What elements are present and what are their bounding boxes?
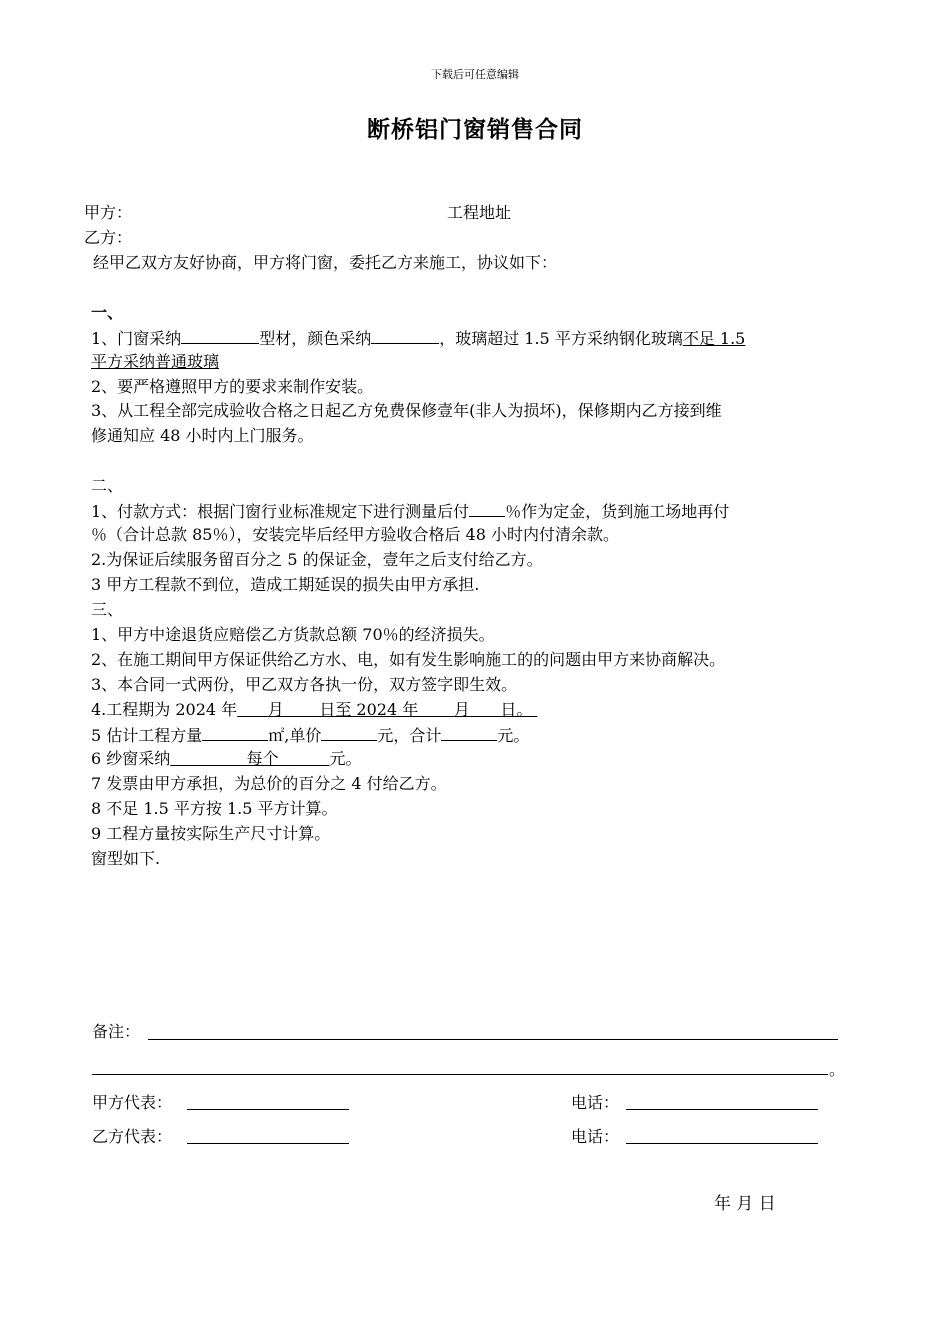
blank-deposit: [469, 500, 505, 517]
section-3-item-4: [91, 700, 537, 720]
section-3-item-5: [91, 724, 529, 746]
text: ㎡,单价: [268, 726, 322, 745]
rep-b-line[interactable]: [187, 1143, 349, 1144]
section-3-item-8: 8 不足 1.5 平方按 1.5 平方计算。: [91, 799, 338, 818]
text: 5 估计工程方量: [91, 726, 203, 745]
header-note: 下载后可任意编辑: [431, 68, 519, 81]
section-1-item-1-cont: 平方采纳普通玻璃: [91, 352, 220, 371]
text: 6 纱窗采纳: [91, 749, 171, 768]
remarks-label: 备注：: [92, 1022, 141, 1041]
section-1-item-3-cont: 修通知应 48 小时内上门服务。: [91, 426, 314, 445]
blank-unit-price: [321, 724, 377, 741]
text: 1、付款方式：根据门窗行业标准规定下进行测量后付: [91, 502, 470, 521]
section-2-item-3: 3 甲方工程款不到位，造成工期延误的损失由甲方承担.: [91, 575, 480, 594]
section-3-item-6: [91, 749, 361, 769]
remarks-end: 。: [829, 1060, 846, 1079]
phone-a-line[interactable]: [626, 1109, 818, 1110]
intro-text: 经甲乙双方友好协商，甲方将门窗，委托乙方来施工，协议如下：: [93, 253, 558, 272]
section-1-item-1: [91, 327, 745, 349]
text: 月: [267, 700, 284, 719]
blank-color: [371, 327, 439, 344]
blank-quantity: [202, 724, 268, 741]
window-types-label: 窗型如下.: [91, 849, 161, 868]
section-2-item-1: [91, 500, 729, 522]
section-2-item-1-cont: ％（合计总款 85％），安装完毕后经甲方验收合格后 48 小时内付清余款。: [91, 525, 619, 544]
text: 日。: [500, 700, 533, 719]
text: 4.工程期为 2024 年: [91, 700, 238, 719]
section-1-heading: 一、: [91, 303, 124, 322]
text: 元。: [329, 749, 362, 768]
screen-blanks: [170, 749, 329, 768]
project-address-label: 工程地址: [447, 203, 512, 222]
section-3-item-7: 7 发票由甲方承担，为总价的百分之 4 付给乙方。: [91, 774, 447, 793]
text: 1、门窗采纳: [91, 329, 182, 348]
text: 元。: [497, 726, 530, 745]
phone-b-label: 电话：: [571, 1127, 620, 1146]
text: 月: [453, 700, 470, 719]
date-blanks: [237, 700, 537, 719]
text: ，玻璃超过 1.5 平方采纳钢化玻璃: [439, 329, 683, 348]
remarks-line-2[interactable]: [92, 1074, 828, 1075]
section-3-heading: 三、: [91, 600, 124, 619]
section-3-item-2: 2、在施工期间甲方保证供给乙方水、电，如有发生影响施工的的问题由甲方来协商解决。: [91, 650, 726, 669]
section-1-item-2: 2、要严格遵照甲方的要求来制作安装。: [91, 377, 374, 396]
text: 日至 2024 年: [319, 700, 419, 719]
date-line: 年 月 日: [714, 1194, 776, 1214]
party-b-label: 乙方：: [84, 228, 133, 247]
text: 型材，颜色采纳: [259, 329, 372, 348]
section-3-item-1: 1、甲方中途退货应赔偿乙方货款总额 70％的经济损失。: [91, 625, 495, 644]
party-a-label: 甲方：: [84, 203, 133, 222]
section-3-item-3: 3、本合同一式两份，甲乙双方各执一份，双方签字即生效。: [91, 675, 518, 694]
section-3-item-9: 9 工程方量按实际生产尺寸计算。: [91, 824, 331, 843]
document-title: 断桥铝门窗销售合同: [367, 117, 583, 143]
text: ％作为定金，货到施工场地再付: [505, 502, 730, 521]
text: 每个: [246, 749, 279, 768]
text: 不足 1.5: [682, 329, 746, 348]
section-2-item-2: 2.为保证后续服务留百分之 5 的保证金，壹年之后支付给乙方。: [91, 550, 543, 569]
rep-a-line[interactable]: [187, 1109, 349, 1110]
section-2-heading: 二、: [91, 476, 124, 495]
remarks-line-1[interactable]: [148, 1039, 838, 1040]
blank-total: [441, 724, 497, 741]
text: 元，合计: [377, 726, 442, 745]
rep-a-label: 甲方代表：: [92, 1093, 173, 1112]
phone-b-line[interactable]: [626, 1143, 818, 1144]
phone-a-label: 电话：: [571, 1093, 620, 1112]
blank-material: [181, 327, 259, 344]
rep-b-label: 乙方代表：: [92, 1127, 173, 1146]
section-1-item-3: 3、从工程全部完成验收合格之日起乙方免费保修壹年(非人为损坏)，保修期内乙方接到维: [91, 401, 722, 420]
